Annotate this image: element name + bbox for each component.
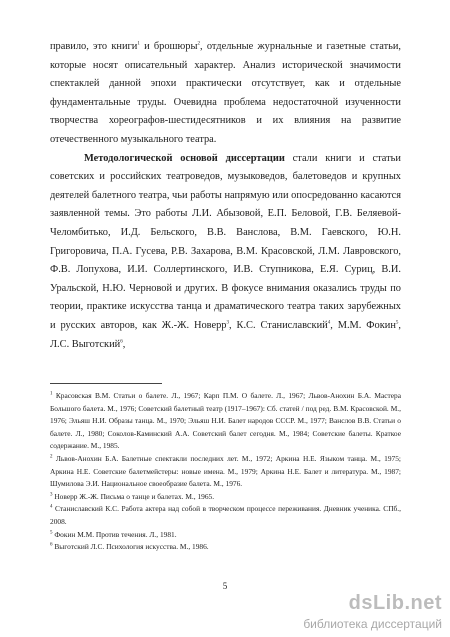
footnote-5 [50,529,401,542]
footnote-text: Станиславский К.С. Работа актера над собой в творческом процессе переживания. Дневник ученика. СПб., 2008. [50,504,401,526]
footnote-number: 4 [50,504,53,510]
watermark [222,592,442,632]
footnote-4 [50,503,401,528]
paragraph-2-bold-lead: Методологической основой диссертации [84,152,285,164]
footnote-text: Львов-Анохин Б.А. Балетные спектакли последних лет. М., 1972; Аркина Н.Е. Языком танца. М., 1975; Аркина Н.Е. Советские балетмейстеры: новые имена. М., 1979; Аркина Н.Е. Балет и литература. М., 1987; Шумилова Э.И. Национальное своеобразие балета. М., 1976. [50,453,401,489]
footnote-text: Красовская В.М. Статьи о балете. Л., 1967; Карп П.М. О балете. Л., 1967; Львов-Анохин Б.А. Мастера Большого балета. М., 1976; Советский балетный театр (1917–1967): Сб. статей / под ред. В.М. Красовской. М., 1976; Эльяш Н.И. Образы танца. М., 1970; Эльяш Н.И. Балет народов СССР. М., 1977; Ванслов В.В. Статьи о балете. Л., 1980; Соколов-Каминский А.А. Советский балет сегодня. М., 1984; Советские балеты. Краткое содержание. М., 1985. [50,391,401,451]
footnote-3 [50,491,401,504]
footnote-divider [50,383,162,384]
footnote-ref-6[interactable]: 6 [120,339,123,345]
footnote-number: 2 [50,454,53,460]
footnote-text: Новерр Ж.-Ж. Письма о танце и балетах. М., 1965. [52,491,215,501]
footnote-number: 3 [50,492,53,498]
footnote-2 [50,453,401,491]
footnote-text: Фокин М.М. Против течения. Л., 1981. [52,529,177,539]
watermark-subtitle: библиотека диссертаций [303,617,442,631]
footnote-ref-2[interactable]: 2 [197,41,200,47]
footnote-1 [50,390,401,453]
footnote-number: 6 [50,542,53,548]
footnote-ref-1[interactable]: 1 [137,41,140,47]
footnote-6 [50,541,401,554]
footnote-ref-4[interactable]: 4 [327,320,331,326]
paragraph-2-text-2: , К.С. Станиславский [229,319,328,331]
paragraph-2-text: стали книги и статьи советских и российских театроведов, музыковедов, балетоведов и крупных деятелей балетного театра, чьи работы напрямую или опосредованно касаются заявленной темы. Это работы Л.И. Абызовой, Е.П. Беловой, Г.В. Беляевой-Челомбитько, И.Д. Бельского, В.В. Ванслова, В.М. Гаевского, Ю.Н. Григоровича, П.А. Гусева, Р.В. Захарова, В.М. Красовской, Л.М. Лавровского, Ф.В. Лопухова, И.И. Соллертинского, И.В. Ступникова, Е.Я. Суриц, В.И. Уральской, Н.Ю. Черновой и других. В фокусе внимания оказались труды по теории, практике искусства танца и драматического театра таких зарубежных и русских авторов, как Ж.-Ж. Новерр [50,152,401,331]
footnote-ref-5[interactable]: 5 [395,320,399,326]
paragraph-1-mid: и брошюры [139,41,198,52]
watermark-logo: dsLib.net [348,592,442,614]
footnote-ref-3[interactable]: 3 [226,320,230,326]
paragraph-1 [50,38,401,150]
footnote-text: Выготский Л.С. Психология искусства. М., 1986. [52,542,209,552]
footnotes [50,390,401,554]
paragraph-2-text-5: , [122,338,126,350]
paragraph-2-text-4: , Л.С. Выготский [50,319,401,350]
page-number: 5 [222,581,228,591]
footnote-number: 5 [50,530,53,536]
paragraph-2 [50,150,401,355]
paragraph-1-start: правило, это книги [50,41,138,52]
paragraph-2-text-3: , М.М. Фокин [330,319,396,331]
footnote-number: 1 [50,391,53,397]
paragraph-1-end: , отдельные журнальные и газетные статьи, которые носят описательный характер. Анализ исторической значимости спектаклей данной эпохи практически отсутствует, как и отдельные фундаментальные труды. Очевидна проблема недостаточной изученности творчества хореографов-шестидесятников и их влияния на развитие отечественного музыкального театра. [50,41,402,145]
main-text [50,38,401,354]
